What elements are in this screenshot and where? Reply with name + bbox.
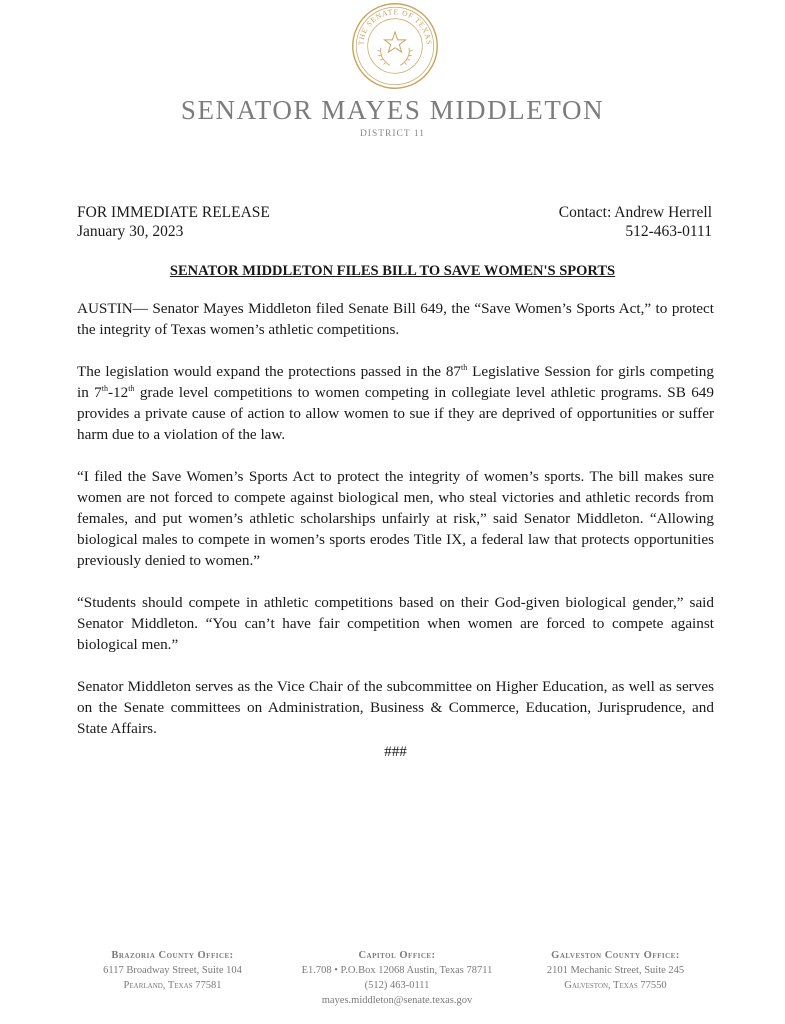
paragraph-1: AUSTIN— Senator Mayes Middleton filed Senate Bill 649, the “Save Women’s Sports Act,” to protect the integrity of Texas women’s athletic competitions. — [77, 300, 714, 338]
district-label: DISTRICT 11 — [359, 129, 426, 139]
press-release-headline: SENATOR MIDDLETON FILES BILL TO SAVE WOMEN'S SPORTS — [169, 263, 616, 279]
paragraph-5: Senator Middleton serves as the Vice Chair of the subcommittee on Higher Education, as well as serves on the Senate committees on Administration, Business & Commerce, Education, Jurisprudence, and State Affairs. — [77, 678, 714, 737]
brazoria-address-line2: Pearland, Texas 77581 — [123, 980, 222, 991]
galveston-office — [533, 948, 698, 993]
paragraph-3: “I filed the Save Women’s Sports Act to protect the integrity of women’s sports. The bill makes sure women are not forced to compete against biological men, who steal victories and athletic records from females, and put women’s athletic scholarships unfairly at risk,” said Senator Middleton. “Allowing biological males to compete in women’s sports erodes Title IX, a federal law that protects opportunities previously denied to women.” — [77, 468, 714, 569]
contact-name: Contact: Andrew Herrell — [558, 204, 712, 221]
capitol-office-title: Capitol Office: — [358, 950, 436, 961]
paragraph-4: “Students should compete in athletic competitions based on their God-given biological gender,” said Senator Middleton. “You can’t have fair competition when women are forced to compete against biological men.” — [77, 594, 714, 653]
contact-info — [559, 203, 712, 241]
seal-ring-text: THE SENATE OF TEXAS — [356, 7, 434, 46]
capitol-email: mayes.middleton@senate.texas.gov — [321, 995, 473, 1006]
release-date: January 30, 2023 — [77, 223, 184, 240]
senator-name: SENATOR MAYES MIDDLETON — [180, 95, 605, 125]
release-info — [77, 203, 270, 241]
contact-phone: 512-463-0111 — [625, 223, 712, 240]
star-icon — [384, 32, 405, 52]
paragraph-2: The legislation would expand the protections passed in the 87th Legislative Session for girls competing in 7th-12th grade level competitions to women competing in collegiate level athletic programs. SB 649 provides a private cause of action to allow women to sue if they are deprived of opportunities or suffer harm due to a violation of the law. — [77, 362, 714, 443]
brazoria-office — [85, 948, 260, 993]
galveston-address-line2: Galveston, Texas 77550 — [564, 980, 667, 991]
capitol-address-line1: E1.708 • P.O.Box 12068 Austin, Texas 78711 — [301, 965, 493, 976]
capitol-office — [278, 948, 516, 1008]
end-mark: ### — [384, 743, 407, 760]
galveston-office-title: Galveston County Office: — [551, 950, 680, 961]
brazoria-office-title: Brazoria County Office: — [111, 950, 234, 961]
brazoria-address-line1: 6117 Broadway Street, Suite 104 — [103, 965, 242, 976]
senate-seal — [351, 2, 439, 90]
release-label: FOR IMMEDIATE RELEASE — [77, 204, 270, 221]
press-release-body — [77, 298, 714, 783]
galveston-address-line1: 2101 Mechanic Street, Suite 245 — [546, 965, 685, 976]
capitol-phone: (512) 463-0111 — [364, 980, 430, 991]
